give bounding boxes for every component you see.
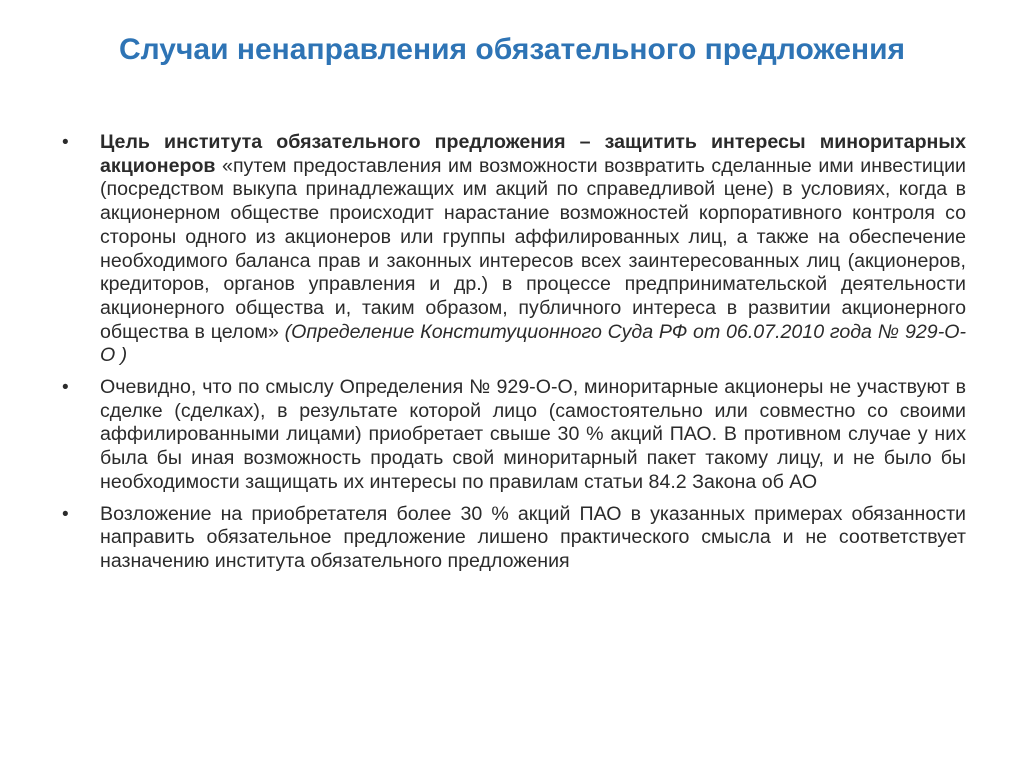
bullet-text: Очевидно, что по смыслу Определения № 929-О-О, миноритарные акционеры не участвуют в сделке (сделках), в результате которой лицо (самостоятельно или совместно со своими аффилированными лицами) приобретает свыше 30 % акций ПАО. В противном случае у них была бы иная возможность продать свой миноритарный пакет такому лицу, и не было бы необходимости защищать их интересы по правилам статьи 84.2 Закона об АО — [100, 376, 966, 493]
bullet-marker: • — [62, 132, 69, 153]
bullet-text: Возложение на приобретателя более 30 % акций ПАО в указанных примерах обязанности направить обязательное предложение лишено практического смысла и не соответствует назначению института обязательного предложения — [100, 502, 966, 572]
bullet-citation: (Определение Конституционного Суда РФ от 06.07.2010 года № 929-О-О ) — [100, 320, 966, 367]
bullet-list — [62, 131, 966, 582]
bullet-item-obligation — [62, 503, 966, 574]
bullet-text: «путем предоставления им возможности возвратить сделанные ими инвестиции (посредством выкупа принадлежащих им акций по справедливой цене) в условиях, когда в акционерном обществе происходит нарастание возможностей корпоративного контроля со стороны одного из акционеров или группы аффилированных лиц, а также на обеспечение необходимого баланса прав и законных интересов всех заинтересованных лиц (акционеров, кредиторов, органов управления и др.) в процессе предпринимательской деятельности акционерного общества и, таким образом, публичного интереса в развитии акционерного общества в целом» — [100, 154, 966, 343]
bullet-marker: • — [62, 377, 69, 399]
bullet-bold-text: Цель института обязательного предложения – защитить интересы миноритарных акционеров — [100, 131, 966, 177]
bullet-marker: • — [62, 503, 69, 525]
bullet-item-purpose — [62, 131, 966, 368]
bullet-item-minority — [62, 376, 966, 495]
slide-title: Случаи ненаправления обязательного предложения — [118, 33, 906, 66]
